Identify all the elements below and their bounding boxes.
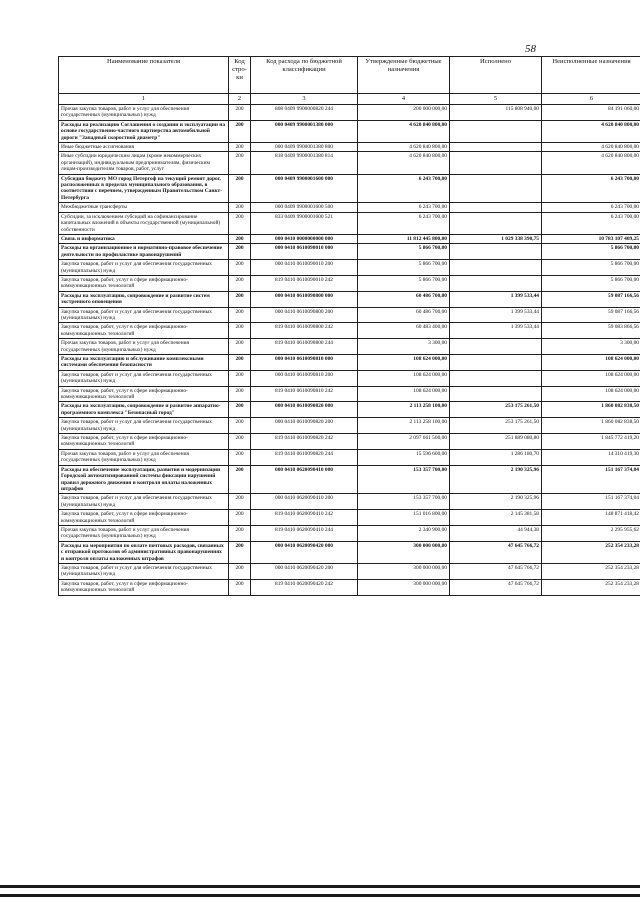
row-line-code-cell: 200 bbox=[229, 275, 251, 291]
row-approved-cell: 108 624 000,00 bbox=[358, 386, 450, 402]
table-row bbox=[59, 434, 640, 450]
column-index: 1 bbox=[59, 94, 229, 105]
table-row bbox=[59, 541, 640, 563]
row-name-cell: Расходы на эксплуатацию, сопровождение и развитие систем экстренного оповещения bbox=[59, 291, 229, 307]
table-row bbox=[59, 120, 640, 142]
row-approved-cell: 300 000 000,00 bbox=[358, 563, 450, 579]
column-index: 2 bbox=[229, 94, 251, 105]
row-executed-cell bbox=[450, 203, 542, 212]
row-remaining-cell: 1 845 772 419,20 bbox=[542, 434, 640, 450]
table-row bbox=[59, 212, 640, 234]
row-executed-cell: 1 286 180,70 bbox=[450, 449, 542, 465]
row-executed-cell: 2 145 381,58 bbox=[450, 510, 542, 526]
column-header-line-code: Код стро-ки bbox=[229, 57, 251, 94]
row-executed-cell bbox=[450, 120, 542, 142]
row-remaining-cell: 6 243 700,00 bbox=[542, 174, 640, 203]
row-remaining-cell: 3 300,00 bbox=[542, 339, 640, 355]
row-executed-cell: 2 190 325,96 bbox=[450, 465, 542, 494]
row-executed-cell bbox=[450, 143, 542, 152]
row-budget-code-cell: 000 0410 0610090820 000 bbox=[251, 402, 358, 418]
table-row bbox=[59, 105, 640, 121]
row-executed-cell: 253 175 261,50 bbox=[450, 418, 542, 434]
row-name-cell: Прочая закупка товаров, работ и услуг для обеспечения государственных (муниципальных) нужд bbox=[59, 105, 229, 121]
row-line-code-cell: 200 bbox=[229, 291, 251, 307]
table-row bbox=[59, 244, 640, 260]
row-approved-cell: 60 486 700,00 bbox=[358, 307, 450, 323]
row-remaining-cell: 5 866 700,00 bbox=[542, 275, 640, 291]
row-approved-cell: 108 624 000,00 bbox=[358, 355, 450, 371]
row-remaining-cell: 252 354 233,28 bbox=[542, 563, 640, 579]
row-remaining-cell: 59 087 166,56 bbox=[542, 307, 640, 323]
row-budget-code-cell: 000 0410 0610090820 200 bbox=[251, 418, 358, 434]
row-name-cell: Прочая закупка товаров, работ и услуг для обеспечения государственных (муниципальных) нужд bbox=[59, 339, 229, 355]
row-remaining-cell: 59 083 866,56 bbox=[542, 323, 640, 339]
row-budget-code-cell: 819 0410 0620090410 242 bbox=[251, 510, 358, 526]
table-row bbox=[59, 323, 640, 339]
row-approved-cell: 15 596 600,00 bbox=[358, 449, 450, 465]
column-header-executed: Исполнено bbox=[450, 57, 542, 94]
row-line-code-cell: 200 bbox=[229, 434, 251, 450]
row-name-cell: Субсидии, за исключением субсидий на софинансирование капитальных вложений в объекты государственной (муниципальной) собственности bbox=[59, 212, 229, 234]
row-remaining-cell: 4 620 840 800,00 bbox=[542, 143, 640, 152]
row-executed-cell bbox=[450, 212, 542, 234]
row-name-cell: Закупка товаров, работ, услуг в сфере информационно-коммуникационных технологий bbox=[59, 579, 229, 595]
row-name-cell: Межбюджетные трансферты bbox=[59, 203, 229, 212]
row-line-code-cell: 200 bbox=[229, 418, 251, 434]
row-remaining-cell: 2 295 955,62 bbox=[542, 525, 640, 541]
row-name-cell: Закупка товаров, работ и услуг для обеспечения государственных (муниципальных) нужд bbox=[59, 370, 229, 386]
table-row bbox=[59, 402, 640, 418]
row-budget-code-cell: 000 0410 0620090410 000 bbox=[251, 465, 358, 494]
row-approved-cell: 4 620 840 800,00 bbox=[358, 152, 450, 174]
table-row bbox=[59, 234, 640, 243]
row-executed-cell bbox=[450, 244, 542, 260]
row-line-code-cell: 200 bbox=[229, 563, 251, 579]
table-row bbox=[59, 465, 640, 494]
row-name-cell: Иные бюджетные ассигнования bbox=[59, 143, 229, 152]
column-index: 4 bbox=[358, 94, 450, 105]
row-name-cell: Закупка товаров, работ, услуг в сфере информационно-коммуникационных технологий bbox=[59, 510, 229, 526]
row-name-cell: Закупка товаров, работ, услуг в сфере информационно-коммуникационных технологий bbox=[59, 323, 229, 339]
row-executed-cell: 115 808 940,00 bbox=[450, 105, 542, 121]
column-index: 3 bbox=[251, 94, 358, 105]
table-row bbox=[59, 494, 640, 510]
table-row bbox=[59, 152, 640, 174]
row-remaining-cell: 108 624 000,00 bbox=[542, 370, 640, 386]
row-name-cell: Расходы на обеспечение эксплуатации, развития и модернизации Городской автоматизированной системы фиксации нарушений правил дорожного движения и контроля оплаты наложенных штрафов bbox=[59, 465, 229, 494]
row-executed-cell bbox=[450, 386, 542, 402]
row-remaining-cell: 6 243 700,00 bbox=[542, 212, 640, 234]
row-name-cell: Расходы на организационное и нормативно-правовое обеспечение деятельности по профилактике правонарушений bbox=[59, 244, 229, 260]
row-executed-cell bbox=[450, 370, 542, 386]
row-approved-cell: 2 113 258 100,00 bbox=[358, 418, 450, 434]
row-remaining-cell: 151 167 374,04 bbox=[542, 465, 640, 494]
table-row bbox=[59, 174, 640, 203]
row-remaining-cell: 151 167 374,04 bbox=[542, 494, 640, 510]
table-row bbox=[59, 275, 640, 291]
row-budget-code-cell: 818 0409 9900001380 814 bbox=[251, 152, 358, 174]
row-budget-code-cell: 819 0410 0620090420 242 bbox=[251, 579, 358, 595]
row-budget-code-cell: 819 0410 0610090820 242 bbox=[251, 434, 358, 450]
table-row bbox=[59, 291, 640, 307]
row-approved-cell: 5 866 700,00 bbox=[358, 260, 450, 276]
row-budget-code-cell: 819 0410 0620090410 244 bbox=[251, 525, 358, 541]
row-approved-cell: 200 000 000,00 bbox=[358, 105, 450, 121]
scan-edge-line bbox=[0, 894, 640, 897]
column-header-approved: Утвержденные бюджетные назначения bbox=[358, 57, 450, 94]
row-executed-cell: 47 645 766,72 bbox=[450, 563, 542, 579]
row-executed-cell: 47 645 766,72 bbox=[450, 541, 542, 563]
row-name-cell: Расходы на мероприятия по оплате почтовых расходов, связанных с отправкой протоколов об административных правонарушениях и контроля оплаты наложенных штрафов bbox=[59, 541, 229, 563]
row-executed-cell bbox=[450, 355, 542, 371]
row-approved-cell: 6 243 700,00 bbox=[358, 212, 450, 234]
column-header-name: Наименование показателя bbox=[59, 57, 229, 94]
table-row bbox=[59, 449, 640, 465]
row-approved-cell: 3 300,00 bbox=[358, 339, 450, 355]
row-remaining-cell: 1 860 082 838,50 bbox=[542, 418, 640, 434]
row-approved-cell: 2 097 661 500,00 bbox=[358, 434, 450, 450]
row-line-code-cell: 200 bbox=[229, 234, 251, 243]
row-line-code-cell: 200 bbox=[229, 143, 251, 152]
row-approved-cell: 2 113 258 100,00 bbox=[358, 402, 450, 418]
row-line-code-cell: 200 bbox=[229, 120, 251, 142]
row-approved-cell: 151 016 800,00 bbox=[358, 510, 450, 526]
row-remaining-cell: 4 620 840 800,00 bbox=[542, 120, 640, 142]
row-remaining-cell: 1 860 082 838,50 bbox=[542, 402, 640, 418]
table-row bbox=[59, 563, 640, 579]
row-line-code-cell: 200 bbox=[229, 579, 251, 595]
row-line-code-cell: 200 bbox=[229, 355, 251, 371]
row-executed-cell bbox=[450, 260, 542, 276]
row-line-code-cell: 200 bbox=[229, 244, 251, 260]
row-remaining-cell: 252 354 233,28 bbox=[542, 541, 640, 563]
row-line-code-cell: 200 bbox=[229, 525, 251, 541]
scan-edge-line bbox=[0, 885, 640, 888]
row-remaining-cell: 6 243 700,00 bbox=[542, 203, 640, 212]
table-row bbox=[59, 339, 640, 355]
row-remaining-cell: 4 620 840 800,00 bbox=[542, 152, 640, 174]
row-line-code-cell: 200 bbox=[229, 105, 251, 121]
table-row bbox=[59, 386, 640, 402]
column-header-remaining: Неисполненные назначения bbox=[542, 57, 640, 94]
row-budget-code-cell: 819 0410 0610090810 242 bbox=[251, 386, 358, 402]
row-budget-code-cell: 000 0410 0610090800 200 bbox=[251, 307, 358, 323]
row-budget-code-cell: 808 0409 9900000820 244 bbox=[251, 105, 358, 121]
row-approved-cell: 60 486 700,00 bbox=[358, 291, 450, 307]
table-row bbox=[59, 579, 640, 595]
row-line-code-cell: 200 bbox=[229, 386, 251, 402]
row-line-code-cell: 200 bbox=[229, 260, 251, 276]
row-approved-cell: 153 357 700,00 bbox=[358, 494, 450, 510]
table-row bbox=[59, 525, 640, 541]
row-name-cell: Закупка товаров, работ и услуг для обеспечения государственных (муниципальных) нужд bbox=[59, 260, 229, 276]
table-row bbox=[59, 307, 640, 323]
column-index: 6 bbox=[542, 94, 640, 105]
row-budget-code-cell: 000 0409 9900001380 800 bbox=[251, 143, 358, 152]
row-budget-code-cell: 819 0410 0610090010 242 bbox=[251, 275, 358, 291]
row-budget-code-cell: 000 0410 0610090010 000 bbox=[251, 244, 358, 260]
row-approved-cell: 60 483 400,00 bbox=[358, 323, 450, 339]
row-line-code-cell: 200 bbox=[229, 323, 251, 339]
row-executed-cell bbox=[450, 339, 542, 355]
row-budget-code-cell: 000 0410 0000000000 000 bbox=[251, 234, 358, 243]
row-executed-cell: 251 889 080,80 bbox=[450, 434, 542, 450]
row-budget-code-cell: 819 0410 0610090800 242 bbox=[251, 323, 358, 339]
row-remaining-cell: 14 310 419,30 bbox=[542, 449, 640, 465]
row-name-cell: Расходы на эксплуатацию и обслуживание комплексными системами обеспечения безопасности bbox=[59, 355, 229, 371]
row-budget-code-cell: 000 0409 9900001600 000 bbox=[251, 174, 358, 203]
row-budget-code-cell: 000 0410 0610090010 200 bbox=[251, 260, 358, 276]
row-line-code-cell: 200 bbox=[229, 402, 251, 418]
row-executed-cell: 44 944,38 bbox=[450, 525, 542, 541]
row-approved-cell: 300 000 000,00 bbox=[358, 579, 450, 595]
row-approved-cell: 153 357 700,00 bbox=[358, 465, 450, 494]
table-row bbox=[59, 143, 640, 152]
row-remaining-cell: 5 866 700,00 bbox=[542, 260, 640, 276]
row-budget-code-cell: 000 0410 0610090810 000 bbox=[251, 355, 358, 371]
row-executed-cell: 2 190 325,96 bbox=[450, 494, 542, 510]
row-line-code-cell: 200 bbox=[229, 212, 251, 234]
row-line-code-cell: 200 bbox=[229, 307, 251, 323]
row-remaining-cell: 5 866 700,00 bbox=[542, 244, 640, 260]
row-executed-cell: 47 645 766,72 bbox=[450, 579, 542, 595]
row-approved-cell: 6 243 700,00 bbox=[358, 203, 450, 212]
row-budget-code-cell: 819 0410 0610090820 244 bbox=[251, 449, 358, 465]
row-remaining-cell: 108 624 000,00 bbox=[542, 386, 640, 402]
row-name-cell: Связь и информатика bbox=[59, 234, 229, 243]
row-budget-code-cell: 000 0409 9900001600 500 bbox=[251, 203, 358, 212]
row-line-code-cell: 200 bbox=[229, 510, 251, 526]
row-line-code-cell: 200 bbox=[229, 152, 251, 174]
row-approved-cell: 4 620 840 800,00 bbox=[358, 143, 450, 152]
row-name-cell: Закупка товаров, работ, услуг в сфере информационно-коммуникационных технологий bbox=[59, 275, 229, 291]
budget-execution-table bbox=[58, 56, 640, 596]
row-remaining-cell: 84 191 060,00 bbox=[542, 105, 640, 121]
row-executed-cell: 1 029 338 390,75 bbox=[450, 234, 542, 243]
row-name-cell: Закупка товаров, работ и услуг для обеспечения государственных (муниципальных) нужд bbox=[59, 418, 229, 434]
row-line-code-cell: 200 bbox=[229, 370, 251, 386]
row-approved-cell: 300 000 000,00 bbox=[358, 541, 450, 563]
row-budget-code-cell: 819 0410 0610090800 244 bbox=[251, 339, 358, 355]
row-budget-code-cell: 000 0410 0620090420 000 bbox=[251, 541, 358, 563]
row-budget-code-cell: 000 0410 0620090420 200 bbox=[251, 563, 358, 579]
row-remaining-cell: 10 783 107 409,25 bbox=[542, 234, 640, 243]
table-header-row bbox=[59, 57, 640, 94]
row-line-code-cell: 200 bbox=[229, 541, 251, 563]
column-header-budget-code: Код расхода по бюджетной классификации bbox=[251, 57, 358, 94]
row-line-code-cell: 200 bbox=[229, 449, 251, 465]
table-row bbox=[59, 510, 640, 526]
row-name-cell: Прочая закупка товаров, работ и услуг для обеспечения государственных (муниципальных) нужд bbox=[59, 525, 229, 541]
row-approved-cell: 5 866 700,00 bbox=[358, 275, 450, 291]
row-executed-cell: 1 399 533,44 bbox=[450, 291, 542, 307]
row-executed-cell bbox=[450, 174, 542, 203]
row-approved-cell: 108 624 000,00 bbox=[358, 370, 450, 386]
row-budget-code-cell: 000 0409 9900001380 000 bbox=[251, 120, 358, 142]
row-name-cell: Закупка товаров, работ, услуг в сфере информационно-коммуникационных технологий bbox=[59, 434, 229, 450]
row-budget-code-cell: 833 0409 9900001600 521 bbox=[251, 212, 358, 234]
row-executed-cell: 253 175 261,50 bbox=[450, 402, 542, 418]
page-number: 58 bbox=[525, 43, 536, 55]
table-row bbox=[59, 370, 640, 386]
row-executed-cell: 1 399 533,44 bbox=[450, 323, 542, 339]
row-line-code-cell: 200 bbox=[229, 203, 251, 212]
row-budget-code-cell: 000 0410 0620090410 200 bbox=[251, 494, 358, 510]
row-line-code-cell: 200 bbox=[229, 174, 251, 203]
row-name-cell: Закупка товаров, работ и услуг для обеспечения государственных (муниципальных) нужд bbox=[59, 307, 229, 323]
column-index: 5 bbox=[450, 94, 542, 105]
row-name-cell: Субсидия бюджету МО город Петергоф на текущий ремонт дорог, расположенных в пределах муниципального образования, в соответствии с перечнем, утвержденным Правительством Санкт-Петербурга bbox=[59, 174, 229, 203]
table-row bbox=[59, 260, 640, 276]
table-row bbox=[59, 203, 640, 212]
row-name-cell: Расходы на эксплуатацию, сопровождение и развитие аппаратно-программного комплекса "Безопасный город" bbox=[59, 402, 229, 418]
row-remaining-cell: 59 087 166,56 bbox=[542, 291, 640, 307]
row-line-code-cell: 200 bbox=[229, 465, 251, 494]
row-name-cell: Расходы на реализацию Соглашения о создании и эксплуатации на основе государственно-частного партнерства автомобильной дороги "Западный скоростной диаметр" bbox=[59, 120, 229, 142]
row-name-cell: Иные субсидии юридическим лицам (кроме некоммерческих организаций), индивидуальным предпринимателям, физическим лицам-производителям товаров, работ, услуг bbox=[59, 152, 229, 174]
row-name-cell: Закупка товаров, работ и услуг для обеспечения государственных (муниципальных) нужд bbox=[59, 494, 229, 510]
row-remaining-cell: 252 354 233,28 bbox=[542, 579, 640, 595]
row-approved-cell: 2 340 900,00 bbox=[358, 525, 450, 541]
row-approved-cell: 11 812 445 800,00 bbox=[358, 234, 450, 243]
row-name-cell: Прочая закупка товаров, работ и услуг для обеспечения государственных (муниципальных) нужд bbox=[59, 449, 229, 465]
row-remaining-cell: 148 871 418,42 bbox=[542, 510, 640, 526]
row-approved-cell: 5 866 700,00 bbox=[358, 244, 450, 260]
table-row bbox=[59, 355, 640, 371]
row-line-code-cell: 200 bbox=[229, 494, 251, 510]
row-budget-code-cell: 000 0410 0610090800 000 bbox=[251, 291, 358, 307]
row-remaining-cell: 108 624 000,00 bbox=[542, 355, 640, 371]
row-executed-cell bbox=[450, 275, 542, 291]
row-name-cell: Закупка товаров, работ, услуг в сфере информационно-коммуникационных технологий bbox=[59, 386, 229, 402]
row-executed-cell: 1 399 533,44 bbox=[450, 307, 542, 323]
table-body bbox=[59, 105, 640, 596]
row-line-code-cell: 200 bbox=[229, 339, 251, 355]
row-budget-code-cell: 000 0410 0610090810 200 bbox=[251, 370, 358, 386]
row-executed-cell bbox=[450, 152, 542, 174]
table-row bbox=[59, 418, 640, 434]
row-name-cell: Закупка товаров, работ и услуг для обеспечения государственных (муниципальных) нужд bbox=[59, 563, 229, 579]
row-approved-cell: 6 243 700,00 bbox=[358, 174, 450, 203]
row-approved-cell: 4 620 840 800,00 bbox=[358, 120, 450, 142]
column-index-row bbox=[59, 94, 640, 105]
